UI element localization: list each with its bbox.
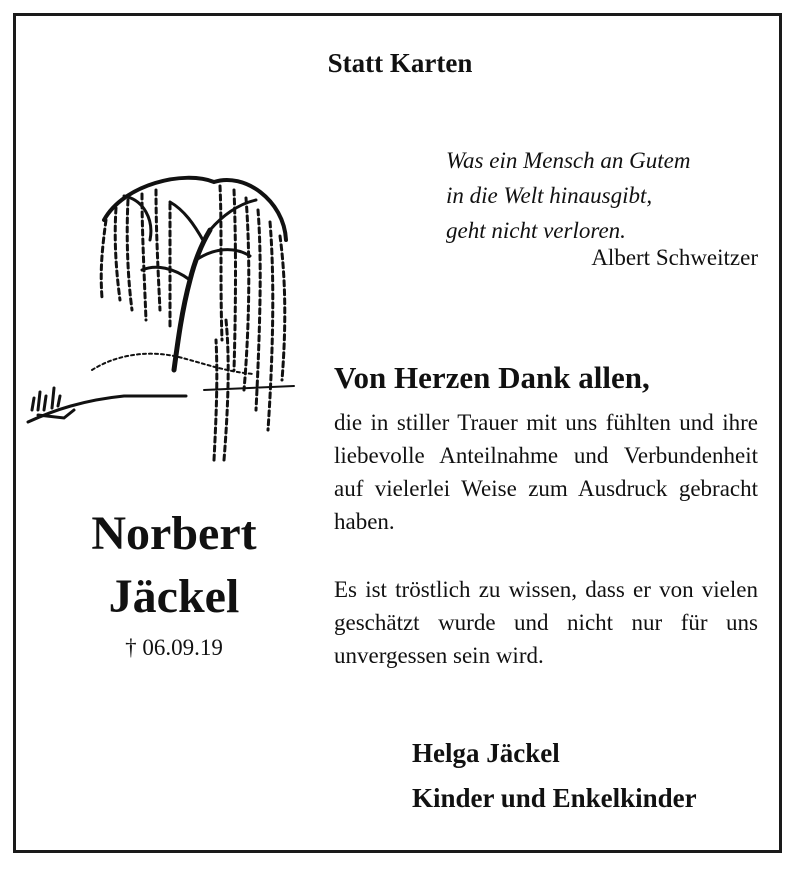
- quote-line: in die Welt hinausgibt,: [446, 183, 653, 208]
- quote: [446, 143, 766, 248]
- thanks-title: Von Herzen Dank allen,: [334, 360, 650, 395]
- death-date: † 06.09.19: [125, 635, 223, 660]
- deceased-last-name: Jäckel: [108, 570, 240, 623]
- quote-line: geht nicht verloren.: [446, 218, 626, 243]
- deceased-first-name: Norbert: [91, 507, 257, 560]
- thanks-paragraph: Es ist tröstlich zu wissen, dass er von vielen geschätzt wurde und nicht nur für uns unvergessen sein wird.: [334, 577, 758, 668]
- signature-line: Helga Jäckel: [412, 738, 560, 768]
- weeping-willow-icon: [24, 160, 304, 465]
- signature-line: Kinder und Enkelkinder: [412, 783, 697, 813]
- quote-line: Was ein Mensch an Gutem: [446, 148, 691, 173]
- thanks-paragraph: die in stiller Trauer mit uns fühlten und ihre liebevolle Anteilnahme und Verbundenheit auf vielerlei Weise zum Ausdruck gebracht haben.: [334, 410, 758, 534]
- notice-heading: Statt Karten: [327, 48, 473, 78]
- quote-author: Albert Schweitzer: [591, 245, 758, 270]
